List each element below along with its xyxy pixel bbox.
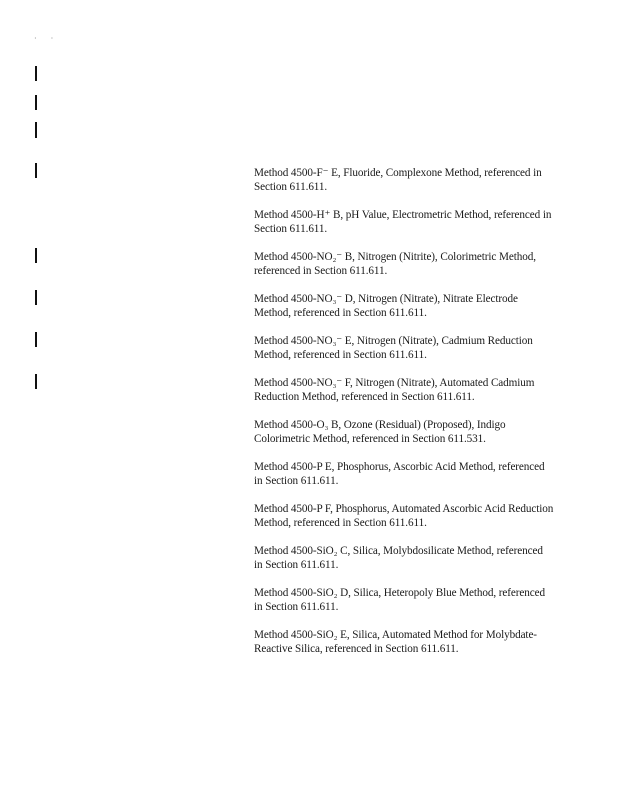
method-entry: Method 4500-NO₃⁻ F, Nitrogen (Nitrate), Automated Cadmium Reduction Method, referenced in Section 611.611.: [254, 377, 535, 403]
revision-bar: [35, 122, 37, 138]
method-entry: Method 4500-SiO₂ E, Silica, Automated Method for Molybdate-Reactive Silica, referenced in Section 611.611.: [254, 629, 537, 655]
method-reference-list: [254, 166, 554, 670]
revision-bar: [35, 374, 37, 389]
method-entry: Method 4500-O₃ B, Ozone (Residual) (Proposed), Indigo Colorimetric Method, referenced in Section 611.531.: [254, 419, 506, 445]
method-entry: Method 4500-H⁺ B, pH Value, Electrometric Method, referenced in Section 611.611.: [254, 209, 552, 235]
method-entry: Method 4500-F⁻ E, Fluoride, Complexone Method, referenced in Section 611.611.: [254, 167, 542, 193]
scan-corner-mark: · ·: [34, 34, 60, 43]
method-entry: Method 4500-NO₂⁻ B, Nitrogen (Nitrite), Colorimetric Method, referenced in Section 611.611.: [254, 251, 536, 277]
revision-bar: [35, 66, 37, 81]
method-entry: Method 4500-NO₃⁻ D, Nitrogen (Nitrate), Nitrate Electrode Method, referenced in Section 611.611.: [254, 293, 518, 319]
method-entry: Method 4500-NO₃⁻ E, Nitrogen (Nitrate), Cadmium Reduction Method, referenced in Section 611.611.: [254, 335, 533, 361]
revision-bar: [35, 248, 37, 263]
revision-bar: [35, 163, 37, 178]
method-entry: Method 4500-SiO₂ D, Silica, Heteropoly Blue Method, referenced in Section 611.611.: [254, 587, 545, 613]
revision-bar: [35, 95, 37, 110]
method-entry: Method 4500-SiO₂ C, Silica, Molybdosilicate Method, referenced in Section 611.611.: [254, 545, 543, 571]
method-entry: Method 4500-P E, Phosphorus, Ascorbic Acid Method, referenced in Section 611.611.: [254, 461, 545, 487]
method-entry: Method 4500-P F, Phosphorus, Automated Ascorbic Acid Reduction Method, referenced in Section 611.611.: [254, 503, 554, 529]
revision-bar: [35, 290, 37, 305]
revision-bar: [35, 332, 37, 347]
